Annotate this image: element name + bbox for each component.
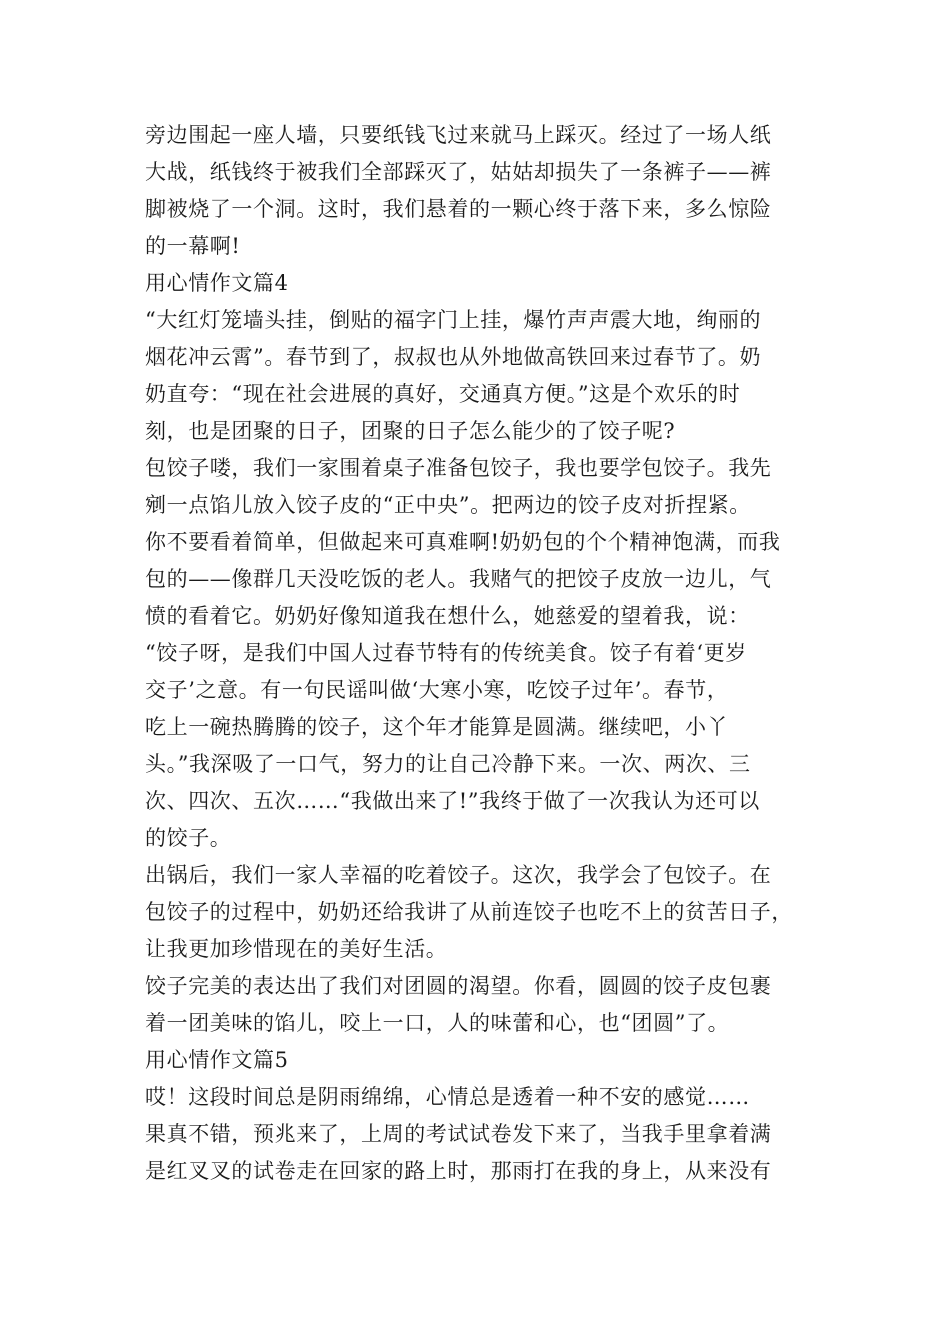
- text-line: 次、四次、五次……“我做出来了!”我终于做了一次我认为还可以: [145, 789, 760, 813]
- section-heading: 用心情作文篇5: [145, 1048, 289, 1072]
- section-heading: 用心情作文篇4: [145, 271, 289, 295]
- document-body: [145, 117, 815, 1190]
- text-line: 的饺子。: [145, 826, 232, 850]
- text-line: 果真不错，预兆来了，上周的考试试卷发下来了，当我手里拿着满: [145, 1122, 772, 1146]
- text-line: 交子’之意。有一句民谣叫做‘大寒小寒，吃饺子过年’。春节，: [145, 678, 729, 702]
- text-line: 愤的看着它。奶奶好像知道我在想什么，她慈爱的望着我，说：: [145, 604, 750, 628]
- text-line: 脚被烧了一个洞。这时，我们悬着的一颗心终于落下来，多么惊险: [145, 197, 772, 221]
- text-line: 哎！这段时间总是阴雨绵绵，心情总是透着一种不安的感觉……: [145, 1085, 750, 1109]
- text-line: 包饺子喽，我们一家围着桌子准备包饺子，我也要学包饺子。我先: [145, 456, 772, 480]
- text-line: 饺子完美的表达出了我们对团圆的渴望。你看，圆圆的饺子皮包裹: [145, 974, 772, 998]
- text-line: 烟花冲云霄”。春节到了，叔叔也从外地做高铁回来过春节了。奶: [145, 345, 762, 369]
- text-line: “饺子呀，是我们中国人过春节特有的传统美食。饺子有着‘更岁: [145, 641, 747, 665]
- text-line: 刻，也是团聚的日子，团聚的日子怎么能少的了饺子呢?: [145, 419, 676, 443]
- text-line: 吃上一碗热腾腾的饺子，这个年才能算是圆满。继续吧，小丫: [145, 715, 729, 739]
- text-line: 大战，纸钱终于被我们全部踩灭了，姑姑却损失了一条裤子——裤: [145, 160, 772, 184]
- text-line: 旁边围起一座人墙，只要纸钱飞过来就马上踩灭。经过了一场人纸: [145, 123, 772, 147]
- text-line: 头。”我深吸了一口气，努力的让自己冷静下来。一次、两次、三: [145, 752, 751, 776]
- text-line: 的一幕啊!: [145, 234, 241, 258]
- text-line: “大红灯笼墙头挂，倒贴的福字门上挂，爆竹声声震大地，绚丽的: [145, 308, 762, 332]
- text-line: 出锅后，我们一家人幸福的吃着饺子。这次，我学会了包饺子。在: [145, 863, 772, 887]
- text-line: 让我更加珍惜现在的美好生活。: [145, 937, 448, 961]
- text-line: 你不要看着简单，但做起来可真难啊!奶奶包的个个精神饱满，而我: [145, 530, 781, 554]
- text-line: 包饺子的过程中，奶奶还给我讲了从前连饺子也吃不上的贫苦日子，: [145, 900, 793, 924]
- text-line: 剜一点馅儿放入饺子皮的“正中央”。把两边的饺子皮对折捏紧。: [145, 493, 751, 517]
- text-line: 奶直夸：“现在社会进展的真好，交通真方便。”这是个欢乐的时: [145, 382, 741, 406]
- text-line: 是红叉叉的试卷走在回家的路上时，那雨打在我的身上，从来没有: [145, 1159, 772, 1183]
- text-line: 包的——像群几天没吃饭的老人。我赌气的把饺子皮放一边儿，气: [145, 567, 772, 591]
- text-line: 着一团美味的馅儿，咬上一口，人的味蕾和心，也“团圆”了。: [145, 1011, 730, 1035]
